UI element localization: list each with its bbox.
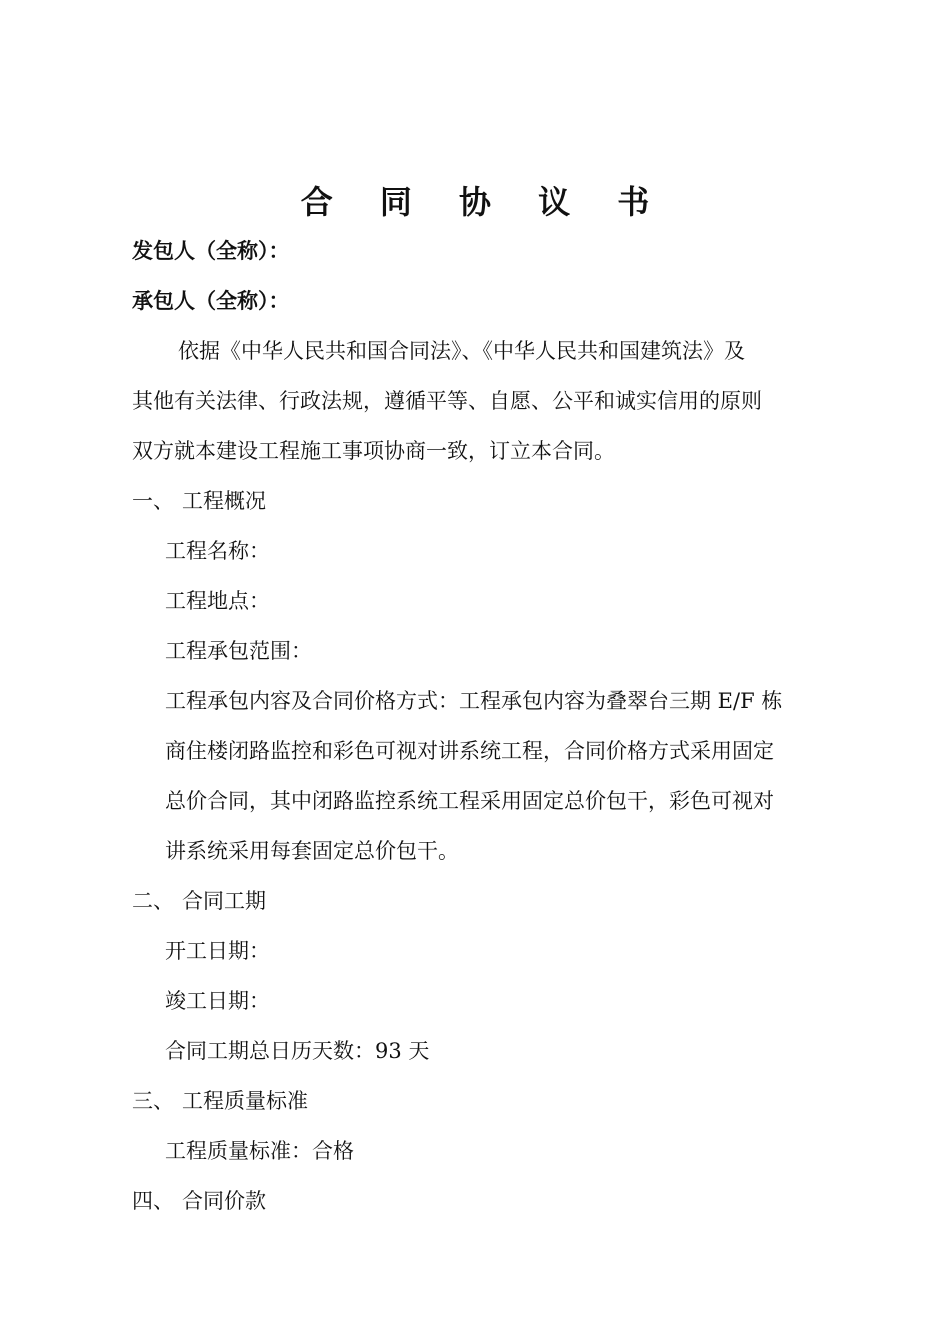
section-line: 讲系统采用每套固定总价包干。 (165, 839, 459, 863)
section-line: 商住楼闭路监控和彩色可视对讲系统工程，合同价格方式采用固定 (165, 739, 774, 763)
document-title: 合 同 协 议 书 (300, 183, 668, 221)
section-number: 三、 (132, 1089, 174, 1113)
section-title: 工程质量标准 (182, 1089, 308, 1113)
section-title: 工程概况 (182, 489, 266, 513)
employer-label: 发包人（全称）： (132, 238, 290, 263)
preamble-line: 依据《中华人民共和国合同法》、《中华人民共和国建筑法》及 (178, 339, 745, 363)
section-line: 工程质量标准：合格 (165, 1139, 354, 1163)
section-title: 合同价款 (182, 1189, 266, 1213)
section-line: 工程地点： (165, 589, 270, 613)
section-number: 一、 (132, 489, 174, 513)
section-line: 合同工期总日历天数：93 天 (165, 1039, 430, 1063)
section-line: 工程承包内容及合同价格方式：工程承包内容为叠翠台三期 E/F 栋 (165, 689, 783, 713)
preamble-line: 其他有关法律、行政法规，遵循平等、自愿、公平和诚实信用的原则 (132, 389, 762, 413)
section-number: 二、 (132, 889, 174, 913)
section-line: 开工日期： (165, 939, 270, 963)
section-line: 竣工日期： (165, 989, 270, 1013)
contractor-label: 承包人（全称）： (132, 288, 290, 313)
section-line: 工程名称： (165, 539, 270, 563)
section-heading (132, 1186, 266, 1216)
section-number: 四、 (132, 1189, 174, 1213)
section-title: 合同工期 (182, 889, 266, 913)
section-line: 工程承包范围： (165, 639, 312, 663)
preamble-line: 双方就本建设工程施工事项协商一致，订立本合同。 (132, 439, 615, 463)
section-heading (132, 1086, 308, 1116)
section-heading (132, 886, 266, 916)
section-heading (132, 486, 266, 516)
section-line: 总价合同，其中闭路监控系统工程采用固定总价包干，彩色可视对 (165, 789, 774, 813)
